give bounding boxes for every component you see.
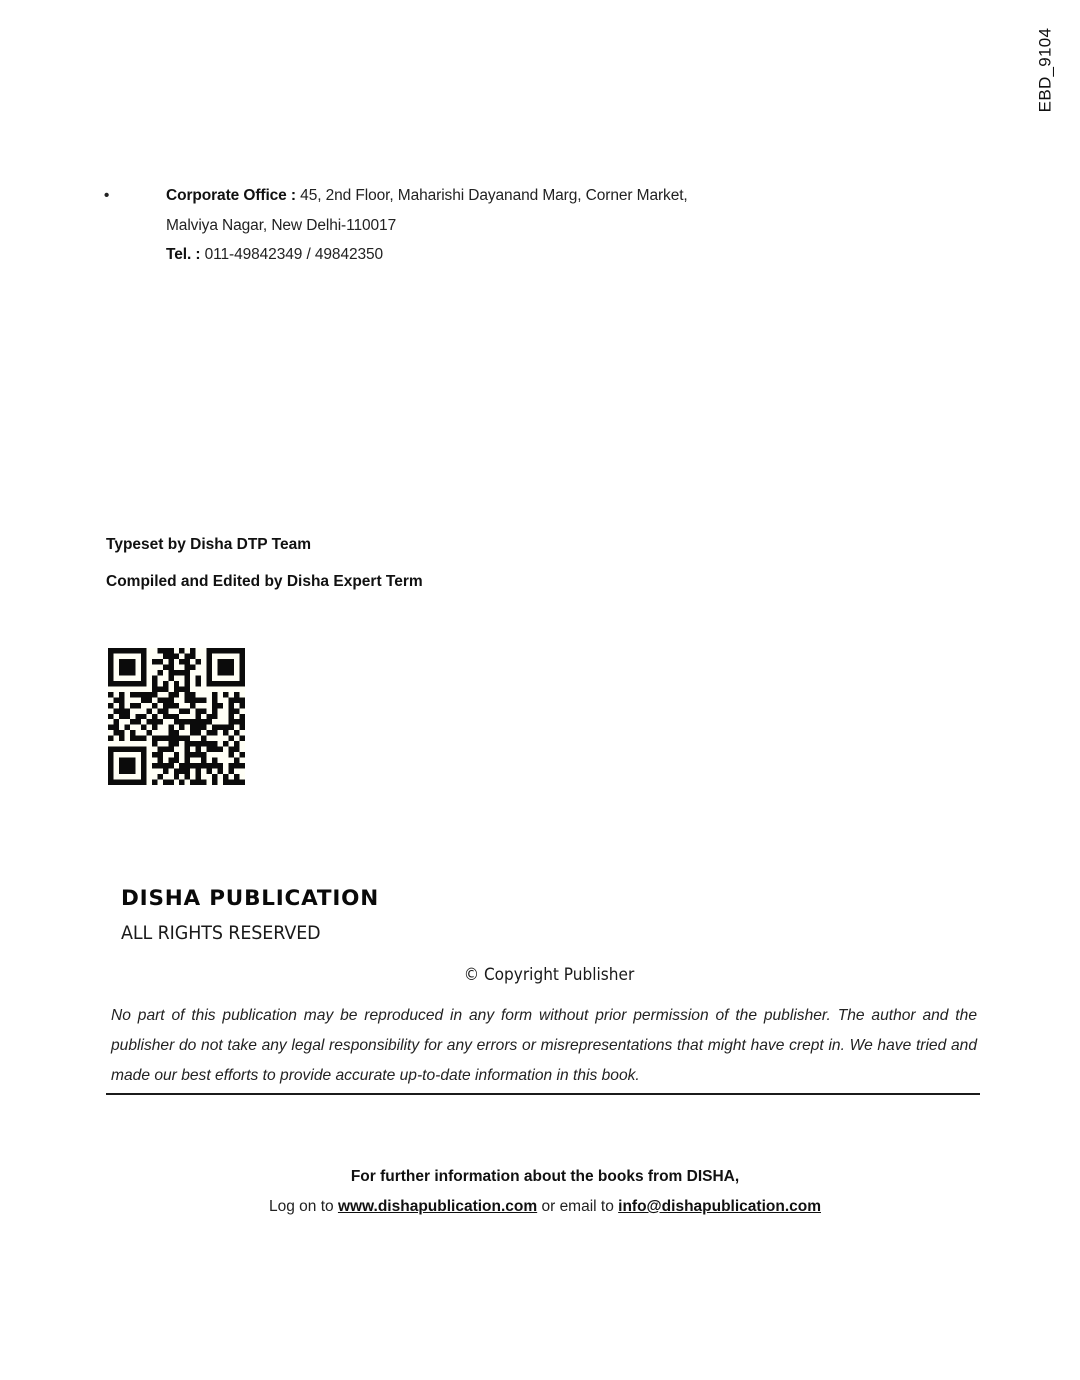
horizontal-divider xyxy=(106,1093,980,1095)
office-address-line-2: Malviya Nagar, New Delhi-110017 xyxy=(166,216,397,234)
document-code-text: EBD_9104 xyxy=(1035,27,1055,112)
credits-block xyxy=(106,526,423,600)
typeset-credit: Typeset by Disha DTP Team xyxy=(106,536,312,553)
office-address-text: 45, 2nd Floor, Maharishi Dayanand Marg, Corner Market, xyxy=(295,187,688,204)
document-code xyxy=(1030,22,1060,117)
corporate-office-label: Corporate Office : xyxy=(166,187,296,204)
copyright-notice: © Copyright Publisher xyxy=(463,965,635,984)
qr-code-graphic xyxy=(108,648,245,785)
tel-value: 011-49842349 / 49842350 xyxy=(200,246,384,263)
logon-prefix: Log on to xyxy=(268,1198,338,1215)
contact-line xyxy=(0,1198,1080,1216)
office-telephone-line xyxy=(166,240,824,270)
tel-label: Tel. : xyxy=(166,246,201,263)
disclaimer-paragraph: No part of this publication may be reproduced in any form without prior permission of the publisher. The author and the publisher do not take any legal responsibility for any errors or misrepresentations that might have crept in. We have tried and made our best efforts to provide accurate up-to-date information in this book. xyxy=(111,1007,977,1084)
office-address-line-1 xyxy=(166,181,824,211)
corporate-office-block xyxy=(104,181,824,270)
further-info-text: For further information about the books from DISHA, xyxy=(350,1168,740,1185)
bullet-icon: • xyxy=(104,187,110,204)
website-link[interactable]: www.dishapublication.com xyxy=(337,1198,538,1215)
compiled-credit: Compiled and Edited by Disha Expert Term xyxy=(106,573,423,590)
qr-code-icon xyxy=(108,648,245,785)
all-rights-reserved: ALL RIGHTS RESERVED xyxy=(121,922,321,944)
email-prefix: or email to xyxy=(537,1198,619,1215)
publisher-name: DISHA PUBLICATION xyxy=(121,886,380,911)
email-link[interactable]: info@dishapublication.com xyxy=(618,1198,821,1215)
